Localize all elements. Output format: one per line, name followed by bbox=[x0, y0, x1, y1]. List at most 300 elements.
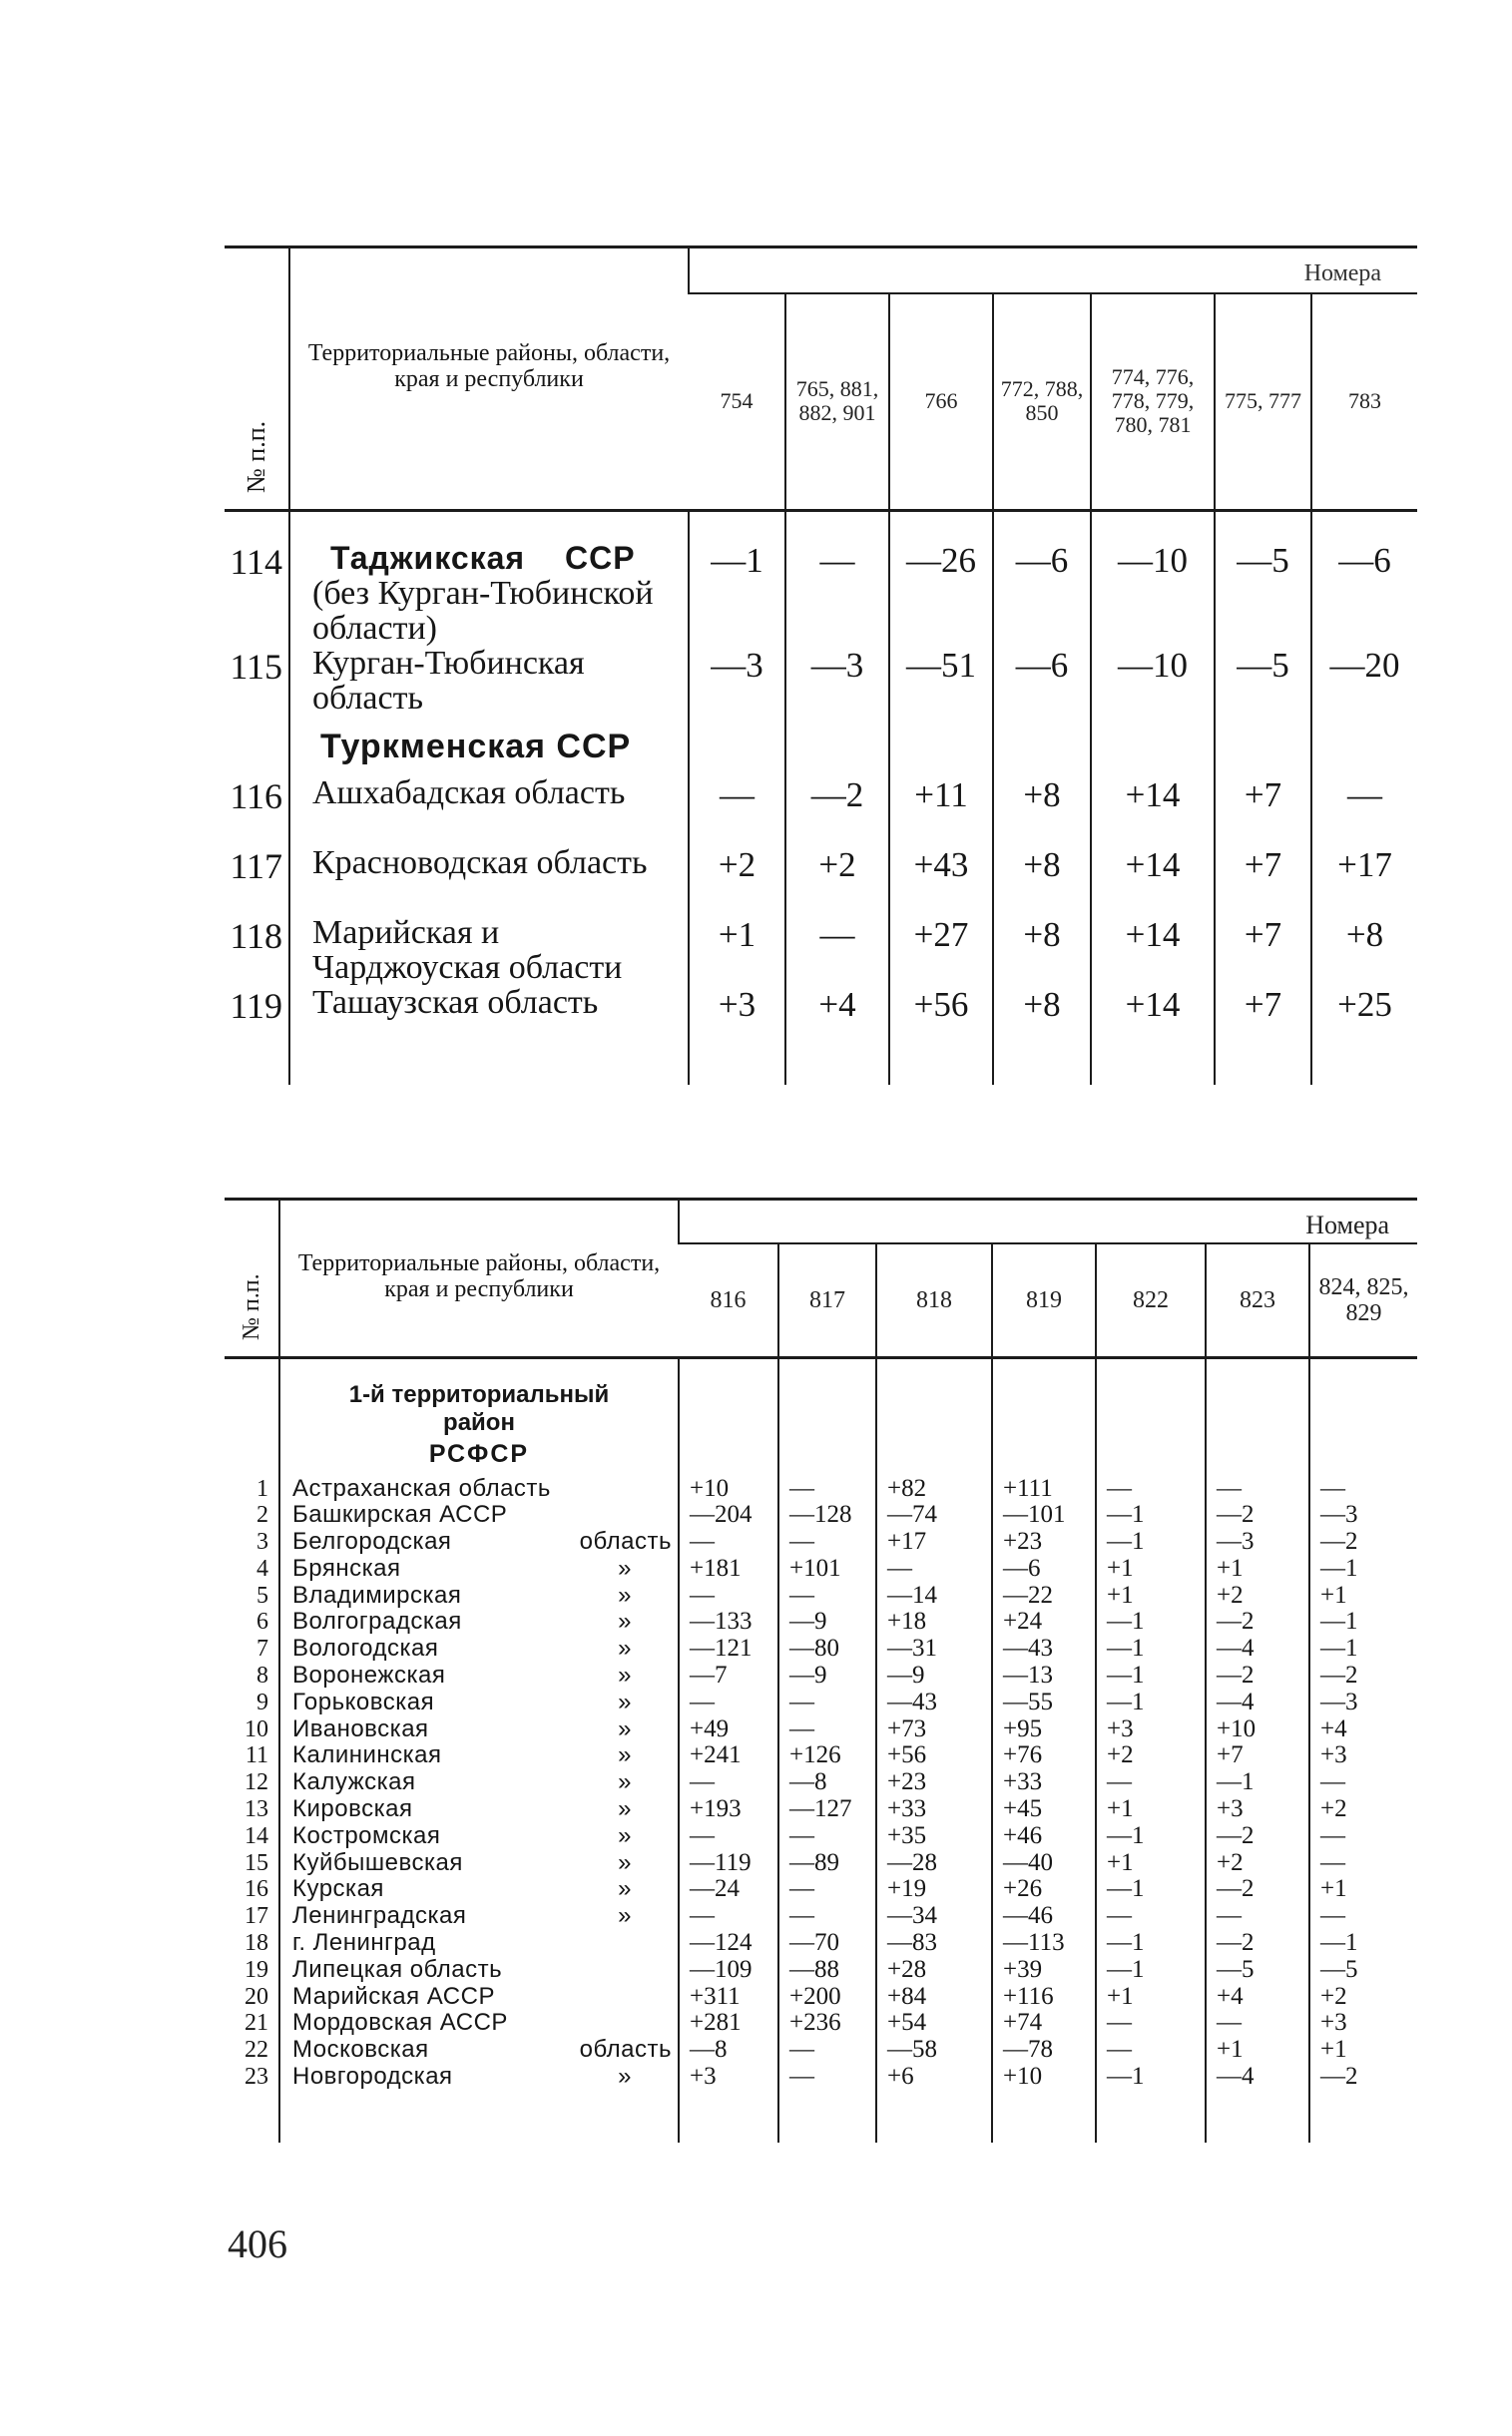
row-number: 12 bbox=[245, 1769, 268, 1796]
empty-cell bbox=[1206, 1358, 1309, 1476]
value-cell: —3 bbox=[1217, 1528, 1255, 1556]
region-name: Ташаузская область bbox=[289, 985, 689, 1045]
value-cell: — bbox=[690, 1688, 715, 1715]
value-cell: +8 bbox=[1311, 915, 1417, 985]
region-name-text: Курская bbox=[292, 1875, 384, 1903]
value-cell: —43 bbox=[887, 1688, 937, 1715]
row-number-column bbox=[225, 1476, 279, 2143]
value-cell: +33 bbox=[1003, 1768, 1043, 1796]
value-cell: — bbox=[1107, 1902, 1132, 1930]
row-number: 22 bbox=[245, 2037, 268, 2064]
spacer-cell bbox=[689, 1045, 785, 1085]
value-cell: —22 bbox=[1003, 1581, 1053, 1609]
region-name: Курган-Тюбинская область bbox=[289, 646, 689, 716]
spacer-cell bbox=[1311, 1045, 1417, 1085]
value-cell: +43 bbox=[889, 845, 993, 915]
value-cell: +4 bbox=[1217, 1982, 1244, 2010]
value-cell: — bbox=[689, 775, 785, 845]
table-row bbox=[225, 915, 1417, 985]
empty-cell bbox=[225, 716, 289, 775]
value-cell: —70 bbox=[789, 1929, 839, 1957]
region-name bbox=[292, 2010, 672, 2037]
value-cell: +1 bbox=[689, 915, 785, 985]
row-number: 15 bbox=[245, 1849, 268, 1876]
row-number: 4 bbox=[256, 1555, 268, 1582]
region-name: Ашхабадская область bbox=[289, 775, 689, 845]
region-name bbox=[292, 1663, 672, 1690]
value-cell: —2 bbox=[1217, 1929, 1255, 1957]
value-cell: +193 bbox=[690, 1795, 742, 1823]
value-cell: —1 bbox=[1217, 1768, 1255, 1796]
republic-name: Туркменская ССР bbox=[289, 716, 689, 775]
value-cell: +17 bbox=[887, 1528, 927, 1556]
spacer-cell bbox=[1091, 1045, 1215, 1085]
value-cell: +2 bbox=[785, 845, 889, 915]
region-name bbox=[292, 1957, 672, 1984]
value-cell: +56 bbox=[889, 985, 993, 1045]
value-cell: — bbox=[887, 1554, 912, 1582]
region-name-suffix: » bbox=[618, 1714, 632, 1742]
value-cell: —13 bbox=[1003, 1662, 1053, 1690]
value-cell: —58 bbox=[887, 2036, 937, 2064]
value-cell: —1 bbox=[1320, 1929, 1358, 1957]
value-cell: —2 bbox=[1217, 1875, 1255, 1903]
value-cell: —2 bbox=[1320, 1528, 1358, 1556]
value-cell: —20 bbox=[1311, 646, 1417, 716]
value-cell: —1 bbox=[1107, 1635, 1145, 1663]
value-column bbox=[679, 1476, 778, 2143]
region-name-text: Новгородская bbox=[292, 2063, 453, 2091]
empty-cell bbox=[785, 716, 889, 775]
region-name-suffix: область bbox=[579, 1528, 672, 1556]
column-header: 819 bbox=[992, 1243, 1096, 1358]
value-cell: —3 bbox=[689, 646, 785, 716]
value-cell: — bbox=[789, 1875, 814, 1903]
value-cell: —3 bbox=[785, 646, 889, 716]
row-number: 116 bbox=[230, 775, 282, 816]
value-cell: —31 bbox=[887, 1635, 937, 1663]
region-name bbox=[292, 1930, 672, 1957]
region-name-text: Мордовская АССР bbox=[292, 2009, 508, 2037]
value-cell: +181 bbox=[690, 1554, 742, 1582]
spacer-cell bbox=[993, 1045, 1091, 1085]
value-cell: +10 bbox=[690, 1474, 730, 1502]
value-cell: —28 bbox=[887, 1848, 937, 1876]
region-name-suffix: » bbox=[618, 1875, 632, 1903]
region-name-text: Ленинградская bbox=[292, 1902, 467, 1930]
spacer-cell bbox=[889, 511, 993, 541]
spacer-cell bbox=[993, 511, 1091, 541]
empty-cell bbox=[876, 1358, 992, 1476]
value-cell: —1 bbox=[689, 541, 785, 646]
value-cell: — bbox=[1217, 2009, 1242, 2037]
empty-cell bbox=[1215, 716, 1311, 775]
value-cell: — bbox=[1320, 1821, 1345, 1849]
value-cell: +3 bbox=[1320, 2009, 1347, 2037]
column-header: 824, 825, 829 bbox=[1309, 1243, 1417, 1358]
value-column bbox=[778, 1476, 876, 2143]
region-name bbox=[292, 1502, 672, 1529]
empty-cell bbox=[1309, 1358, 1417, 1476]
region-name bbox=[292, 1876, 672, 1903]
value-cell: —78 bbox=[1003, 2036, 1053, 2064]
value-cell: — bbox=[1320, 1768, 1345, 1796]
region-name bbox=[292, 1903, 672, 1930]
value-cell: +3 bbox=[690, 2063, 717, 2091]
value-cell: — bbox=[690, 1768, 715, 1796]
empty-cell bbox=[689, 716, 785, 775]
row-number-header bbox=[225, 1200, 279, 1358]
region-name-suffix: » bbox=[618, 1795, 632, 1823]
value-cell: +14 bbox=[1091, 775, 1215, 845]
value-cell: — bbox=[785, 915, 889, 985]
value-cell: +23 bbox=[1003, 1528, 1043, 1556]
region-name: Красноводская область bbox=[289, 845, 689, 915]
row-number-header bbox=[225, 247, 289, 511]
value-cell: +35 bbox=[887, 1821, 927, 1849]
region-name-suffix: » bbox=[618, 1741, 632, 1769]
row-number: 11 bbox=[245, 1742, 268, 1769]
value-cell: +26 bbox=[1003, 1875, 1043, 1903]
region-name-suffix: » bbox=[618, 2063, 632, 2091]
value-cell: +73 bbox=[887, 1714, 927, 1742]
empty-cell bbox=[1091, 716, 1215, 775]
region-name-column bbox=[279, 1476, 679, 2143]
row-number: 19 bbox=[245, 1956, 268, 1983]
value-cell: —119 bbox=[690, 1848, 752, 1876]
value-cell: +14 bbox=[1091, 985, 1215, 1045]
value-cell: — bbox=[1320, 1474, 1345, 1502]
value-cell: +27 bbox=[889, 915, 993, 985]
empty-cell bbox=[778, 1358, 876, 1476]
numbers-header: Номера bbox=[679, 1200, 1417, 1243]
column-header: 765, 881, 882, 901 bbox=[785, 293, 889, 511]
column-header: 766 bbox=[889, 293, 993, 511]
region-name bbox=[292, 2064, 672, 2091]
value-cell: +10 bbox=[1003, 2063, 1043, 2091]
spacer-cell bbox=[1215, 1045, 1311, 1085]
region-name-text: Кировская bbox=[292, 1795, 413, 1823]
value-cell: +76 bbox=[1003, 1741, 1043, 1769]
region-name bbox=[292, 1823, 672, 1850]
value-cell: +101 bbox=[789, 1554, 841, 1582]
value-cell: —55 bbox=[1003, 1688, 1053, 1715]
value-cell: —101 bbox=[1003, 1501, 1066, 1529]
table-tajik-turkmen bbox=[225, 245, 1417, 1085]
column-header: 818 bbox=[876, 1243, 992, 1358]
region-name-text: Воронежская bbox=[292, 1662, 446, 1690]
value-cell: +1 bbox=[1107, 1848, 1134, 1876]
spacer-cell bbox=[689, 511, 785, 541]
region-name-suffix: » bbox=[618, 1635, 632, 1663]
value-cell: —26 bbox=[889, 541, 993, 646]
row-number: 118 bbox=[230, 915, 282, 956]
value-cell: +82 bbox=[887, 1474, 927, 1502]
value-cell: —124 bbox=[690, 1929, 753, 1957]
value-cell: +8 bbox=[993, 775, 1091, 845]
value-cell: —40 bbox=[1003, 1848, 1053, 1876]
region-name-text: Московская bbox=[292, 2036, 429, 2064]
value-cell: +126 bbox=[789, 1741, 841, 1769]
value-column bbox=[1309, 1476, 1417, 2143]
region-name-suffix: » bbox=[618, 1581, 632, 1609]
value-cell: +236 bbox=[789, 2009, 841, 2037]
column-header: 775, 777 bbox=[1215, 293, 1311, 511]
value-cell: — bbox=[789, 1581, 814, 1609]
value-cell: —1 bbox=[1320, 1635, 1358, 1663]
row-number: 2 bbox=[256, 1502, 268, 1529]
value-cell: — bbox=[690, 1821, 715, 1849]
column-header: 816 bbox=[679, 1243, 778, 1358]
value-cell: +116 bbox=[1003, 1982, 1054, 2010]
value-cell: +24 bbox=[1003, 1608, 1043, 1636]
region-name-text: Калининская bbox=[292, 1741, 442, 1769]
region-name bbox=[292, 2037, 672, 2064]
section-title: 1-й территориальный район bbox=[348, 1381, 610, 1436]
spacer-cell bbox=[289, 511, 689, 541]
value-column bbox=[1096, 1476, 1206, 2143]
region-name bbox=[292, 1636, 672, 1663]
value-cell: +1 bbox=[1107, 1982, 1134, 2010]
value-cell: —2 bbox=[1217, 1821, 1255, 1849]
value-cell: +1 bbox=[1217, 2036, 1244, 2064]
value-cell: +4 bbox=[785, 985, 889, 1045]
value-cell: —6 bbox=[1003, 1554, 1041, 1582]
region-name bbox=[292, 1583, 672, 1610]
value-cell: +45 bbox=[1003, 1795, 1043, 1823]
value-cell: —2 bbox=[1217, 1608, 1255, 1636]
value-cell: —1 bbox=[1107, 1608, 1145, 1636]
value-cell: — bbox=[1320, 1902, 1345, 1930]
region-name-text: Горьковская bbox=[292, 1688, 435, 1715]
value-cell: — bbox=[1107, 1474, 1132, 1502]
value-cell: —1 bbox=[1320, 1608, 1358, 1636]
value-cell: —4 bbox=[1217, 1688, 1255, 1715]
value-cell: —8 bbox=[690, 2036, 728, 2064]
value-cell: +14 bbox=[1091, 845, 1215, 915]
value-cell: —8 bbox=[789, 1768, 827, 1796]
region-name-text: Калужская bbox=[292, 1768, 416, 1796]
region-name-text: Волгоградская bbox=[292, 1608, 462, 1636]
value-column bbox=[1206, 1476, 1309, 2143]
spacer-cell bbox=[225, 1045, 289, 1085]
value-cell: —34 bbox=[887, 1902, 937, 1930]
region-header: Территориальные районы, области, края и республики bbox=[289, 247, 689, 511]
value-cell: —204 bbox=[690, 1501, 753, 1529]
region-name bbox=[292, 1690, 672, 1716]
value-cell: +18 bbox=[887, 1608, 927, 1636]
value-cell: —9 bbox=[789, 1662, 827, 1690]
spacer-cell bbox=[785, 511, 889, 541]
column-header: 774, 776, 778, 779, 780, 781 bbox=[1091, 293, 1215, 511]
value-cell: +4 bbox=[1320, 1714, 1347, 1742]
spacer-cell bbox=[1215, 511, 1311, 541]
value-cell: —10 bbox=[1091, 541, 1215, 646]
value-cell: —2 bbox=[1217, 1501, 1255, 1529]
region-name bbox=[292, 1609, 672, 1636]
value-cell: — bbox=[1320, 1848, 1345, 1876]
value-cell: +8 bbox=[993, 915, 1091, 985]
value-cell: +19 bbox=[887, 1875, 927, 1903]
region-name-suffix: » bbox=[618, 1848, 632, 1876]
value-cell: —1 bbox=[1107, 1955, 1145, 1983]
value-cell: +46 bbox=[1003, 1821, 1043, 1849]
value-cell: — bbox=[1107, 1768, 1132, 1796]
value-cell: —74 bbox=[887, 1501, 937, 1529]
value-cell: —9 bbox=[789, 1608, 827, 1636]
region-name-suffix: » bbox=[618, 1662, 632, 1690]
row-number: 1 bbox=[256, 1475, 268, 1502]
value-cell: — bbox=[1217, 1902, 1242, 1930]
value-cell: +7 bbox=[1215, 985, 1311, 1045]
row-number: 13 bbox=[245, 1796, 268, 1823]
value-cell: — bbox=[690, 1581, 715, 1609]
section-subtitle: РСФСР bbox=[428, 1440, 530, 1468]
row-number: 10 bbox=[245, 1715, 268, 1742]
republic-header-row bbox=[225, 716, 1417, 775]
region-name bbox=[292, 1529, 672, 1556]
table-row bbox=[225, 775, 1417, 845]
value-cell: —1 bbox=[1107, 1501, 1145, 1529]
value-cell: — bbox=[785, 541, 889, 646]
value-cell: —121 bbox=[690, 1635, 753, 1663]
value-cell: +17 bbox=[1311, 845, 1417, 915]
value-cell: —2 bbox=[1217, 1662, 1255, 1690]
row-number: 18 bbox=[245, 1930, 268, 1957]
value-cell: —1 bbox=[1107, 1662, 1145, 1690]
value-cell: +95 bbox=[1003, 1714, 1043, 1742]
row-number: 9 bbox=[256, 1689, 268, 1715]
value-cell: +7 bbox=[1217, 1741, 1244, 1769]
value-cell: +200 bbox=[789, 1982, 841, 2010]
value-cell: —1 bbox=[1107, 1875, 1145, 1903]
value-cell: —127 bbox=[789, 1795, 852, 1823]
value-cell: +1 bbox=[1320, 1581, 1347, 1609]
value-cell: +33 bbox=[887, 1795, 927, 1823]
value-cell: —10 bbox=[1091, 646, 1215, 716]
row-number: 7 bbox=[256, 1636, 268, 1663]
row-number: 17 bbox=[245, 1903, 268, 1930]
section-row bbox=[225, 1358, 1417, 1476]
empty-cell bbox=[225, 1358, 279, 1476]
region-name-text: г. Ленинград bbox=[292, 1929, 436, 1957]
region-name-suffix: » bbox=[618, 1554, 632, 1582]
row-number: 16 bbox=[245, 1876, 268, 1903]
value-cell: —9 bbox=[887, 1662, 925, 1690]
value-cell: — bbox=[789, 1821, 814, 1849]
table-rsfsr bbox=[225, 1198, 1417, 2143]
region-name bbox=[292, 1796, 672, 1823]
value-cell: +2 bbox=[1107, 1741, 1134, 1769]
value-cell: —6 bbox=[993, 541, 1091, 646]
value-cell: +39 bbox=[1003, 1955, 1043, 1983]
value-cell: —1 bbox=[1107, 1821, 1145, 1849]
value-cell: +84 bbox=[887, 1982, 927, 2010]
row-number: 14 bbox=[245, 1822, 268, 1849]
value-cell: —83 bbox=[887, 1929, 937, 1957]
column-header: 754 bbox=[689, 293, 785, 511]
region-name-text: Владимирская bbox=[292, 1581, 462, 1609]
value-cell: —2 bbox=[1320, 2063, 1358, 2091]
value-cell: +14 bbox=[1091, 915, 1215, 985]
value-cell: +11 bbox=[889, 775, 993, 845]
region-name-rest: (без Курган-Тюбинской области) bbox=[312, 574, 654, 647]
value-cell: +74 bbox=[1003, 2009, 1043, 2037]
row-number: 6 bbox=[256, 1609, 268, 1636]
value-cell: +1 bbox=[1107, 1795, 1134, 1823]
value-column bbox=[992, 1476, 1096, 2143]
value-cell: +10 bbox=[1217, 1714, 1257, 1742]
region-name-text: Марийская АССР bbox=[292, 1982, 495, 2010]
value-cell: +1 bbox=[1107, 1581, 1134, 1609]
value-cell: —128 bbox=[789, 1501, 852, 1529]
value-cell: +2 bbox=[1320, 1982, 1347, 2010]
value-cell: —89 bbox=[789, 1848, 839, 1876]
region-name-suffix: » bbox=[618, 1902, 632, 1930]
page-number: 406 bbox=[228, 2221, 287, 2266]
region-name bbox=[292, 1716, 672, 1743]
data-block bbox=[225, 1476, 1417, 2143]
region-name bbox=[292, 1742, 672, 1769]
value-cell: +28 bbox=[887, 1955, 927, 1983]
value-cell: +8 bbox=[993, 985, 1091, 1045]
value-cell: +3 bbox=[1107, 1714, 1134, 1742]
empty-cell bbox=[679, 1358, 778, 1476]
value-cell: —24 bbox=[690, 1875, 740, 1903]
value-cell: —5 bbox=[1320, 1955, 1358, 1983]
region-name-suffix: область bbox=[579, 2036, 672, 2064]
row-number: 23 bbox=[245, 2064, 268, 2091]
table-row bbox=[225, 646, 1417, 716]
value-cell: —5 bbox=[1217, 1955, 1255, 1983]
value-cell: +2 bbox=[1217, 1848, 1244, 1876]
table-row bbox=[225, 541, 1417, 646]
region-header: Территориальные районы, области, края и республики bbox=[279, 1200, 679, 1358]
region-name-suffix: » bbox=[618, 1821, 632, 1849]
spacer-cell bbox=[1091, 511, 1215, 541]
value-cell: +7 bbox=[1215, 775, 1311, 845]
region-name-text: Вологодская bbox=[292, 1635, 439, 1663]
value-cell: —6 bbox=[993, 646, 1091, 716]
spacer-row bbox=[225, 511, 1417, 541]
value-cell: +54 bbox=[887, 2009, 927, 2037]
value-cell: +241 bbox=[690, 1741, 742, 1769]
value-cell: +1 bbox=[1107, 1554, 1134, 1582]
row-number: 115 bbox=[230, 646, 282, 687]
column-header: 823 bbox=[1206, 1243, 1309, 1358]
value-cell: +7 bbox=[1215, 845, 1311, 915]
region-name-text: Куйбышевская bbox=[292, 1848, 463, 1876]
region-name-suffix: » bbox=[618, 1608, 632, 1636]
row-number: 3 bbox=[256, 1529, 268, 1556]
value-cell: +2 bbox=[1320, 1795, 1347, 1823]
region-name-text: Костромская bbox=[292, 1821, 441, 1849]
column-header: 772, 788, 850 bbox=[993, 293, 1091, 511]
value-cell: +281 bbox=[690, 2009, 742, 2037]
spacer-cell bbox=[225, 511, 289, 541]
value-cell: +49 bbox=[690, 1714, 730, 1742]
value-cell: —5 bbox=[1215, 541, 1311, 646]
value-cell: +6 bbox=[887, 2063, 914, 2091]
value-cell: — bbox=[789, 1474, 814, 1502]
value-cell: +56 bbox=[887, 1741, 927, 1769]
value-cell: +23 bbox=[887, 1768, 927, 1796]
value-cell: +8 bbox=[993, 845, 1091, 915]
value-cell: —3 bbox=[1320, 1501, 1358, 1529]
value-cell: —133 bbox=[690, 1608, 753, 1636]
region-name: Марийская и Чарджоуская области bbox=[289, 915, 689, 985]
region-name-text: Астраханская область bbox=[292, 1474, 551, 1502]
